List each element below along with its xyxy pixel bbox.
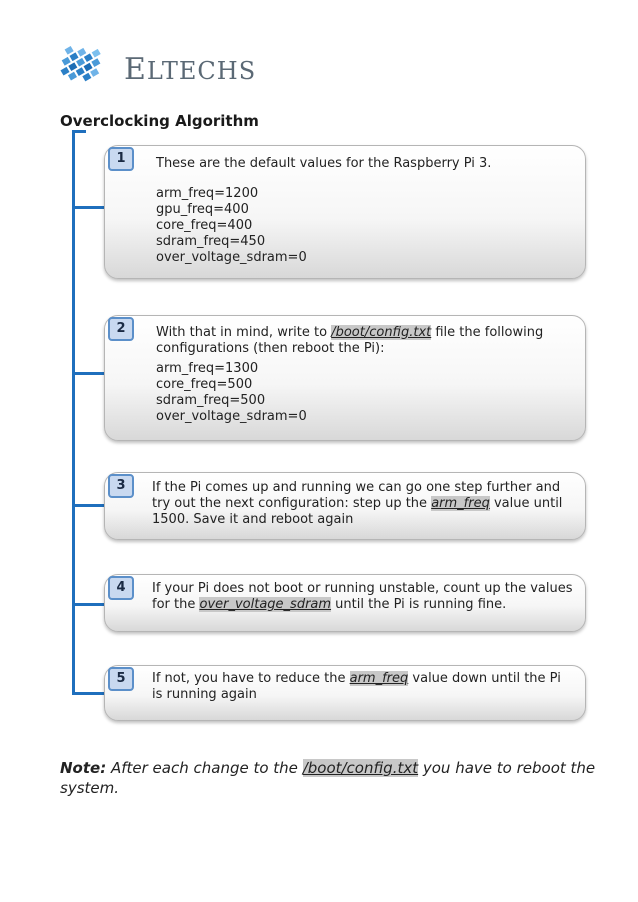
brand-name <box>124 52 256 87</box>
code-line: over_voltage_sdram=0 <box>156 409 307 424</box>
step-4-text <box>152 581 576 613</box>
brand-first-letter: E <box>124 52 147 87</box>
step-2-code <box>156 361 307 425</box>
code-line: core_freq=500 <box>156 377 253 392</box>
timeline-spine <box>72 130 75 694</box>
note-config-path-highlight: /boot/config.txt <box>302 759 419 777</box>
arm-freq-highlight: arm_freq <box>349 671 409 686</box>
step-4-text-before: If your Pi does not boot or running unstable, count up the values for the <box>152 581 573 612</box>
step-number-3: 3 <box>108 474 134 498</box>
step-4-text-after: until the Pi is running fine. <box>331 597 507 612</box>
step-1-code <box>156 186 307 266</box>
code-line: over_voltage_sdram=0 <box>156 250 307 265</box>
code-line: core_freq=400 <box>156 218 253 233</box>
step-2-intro-after: file the following configurations (then reboot the Pi): <box>156 325 544 356</box>
config-path-highlight: /boot/config.txt <box>331 325 432 340</box>
reboot-note <box>60 758 600 798</box>
brand-rest: LTECHS <box>146 57 257 85</box>
timeline-tick-2 <box>72 372 104 375</box>
over-voltage-highlight: over_voltage_sdram <box>199 597 332 612</box>
timeline-tick-1 <box>72 206 104 209</box>
note-after: you have to reboot the system. <box>60 759 596 797</box>
arm-freq-highlight: arm_freq <box>431 496 490 511</box>
step-3-text-after: value until 1500. Save it and reboot again <box>152 496 563 527</box>
step-number-5: 5 <box>108 667 134 691</box>
page-title: Overclocking Algorithm <box>60 112 259 130</box>
step-2-intro <box>156 325 576 357</box>
timeline-tick-3 <box>72 504 104 507</box>
code-line: arm_freq=1200 <box>156 186 259 201</box>
step-number-2: 2 <box>108 317 134 341</box>
step-5-text <box>152 671 572 703</box>
timeline-tick-4 <box>72 603 104 606</box>
code-line: sdram_freq=450 <box>156 234 266 249</box>
step-3-text-before: If the Pi comes up and running we can go one step further and try out the next configuration: step up the <box>152 480 561 511</box>
note-before: After each change to the <box>106 759 303 777</box>
note-label: Note: <box>60 759 107 777</box>
step-5-text-before: If not, you have to reduce the <box>152 671 350 686</box>
step-number-1: 1 <box>108 147 134 171</box>
code-line: arm_freq=1300 <box>156 361 259 376</box>
timeline-tick-5 <box>72 692 104 695</box>
step-1-intro: These are the default values for the Raspberry Pi 3. <box>156 156 492 171</box>
timeline-bracket-top <box>72 130 86 133</box>
step-2-intro-before: With that in mind, write to <box>156 325 332 340</box>
code-line: gpu_freq=400 <box>156 202 249 217</box>
step-5-text-after: value down until the Pi is running again <box>152 671 561 702</box>
step-number-4: 4 <box>108 576 134 600</box>
step-3-text <box>152 480 572 528</box>
code-line: sdram_freq=500 <box>156 393 266 408</box>
